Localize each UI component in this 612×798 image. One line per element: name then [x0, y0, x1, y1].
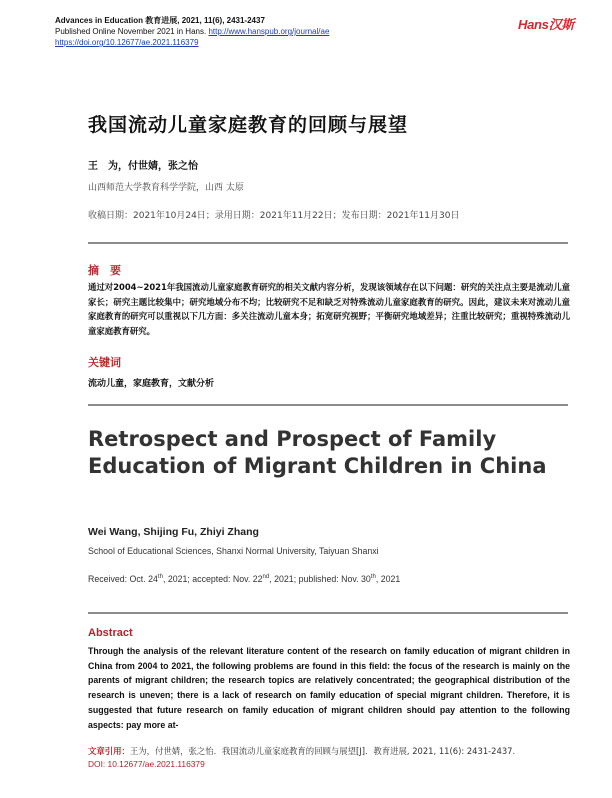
- published-suffix: th: [370, 574, 376, 581]
- journal-name-en: Advances in Education: [55, 16, 144, 25]
- english-dates: [88, 574, 400, 584]
- chinese-affiliation: 山西师范大学教育科学学院，山西 太原: [88, 183, 244, 193]
- citation-text: 王为，付世婧，张之怡．我国流动儿童家庭教育的回顾与展望[J]．教育进展, 2021, 11(6): 2431-2437.: [129, 746, 516, 756]
- volume-pages: , 2021, 11(6), 2431-2437: [177, 16, 265, 25]
- citation-label: 文章引用：: [88, 746, 130, 756]
- divider: [88, 404, 568, 406]
- chinese-abstract-heading: 摘 要: [88, 264, 121, 277]
- chinese-dates: 收稿日期：2021年10月24日；录用日期：2021年11月22日；发布日期：2021年11月30日: [88, 211, 460, 221]
- received-date: Received: Oct. 24: [88, 574, 158, 584]
- accepted-date: , 2021; accepted: Nov. 22: [162, 574, 263, 584]
- published-online: Published Online November 2021 in Hans.: [55, 27, 207, 36]
- english-abstract: Through the analysis of the relevant literature content of the research on family education of migrant children in China from 2004 to 2021, the following problems are found in this field: the focus of the research is mainly on the parents of migrant children; the research topics are relatively concentrated; the geographical distribution of the research is uneven; there is a lack of research on family education of special migrant children. Therefore, it is suggested that future research on family education of migrant children should pay attention to the following aspects: pay more at-: [88, 646, 570, 730]
- citation-doi[interactable]: DOI: 10.12677/ae.2021.116379: [88, 759, 205, 769]
- journal-name-cn: 教育进展: [145, 16, 178, 25]
- divider: [88, 612, 568, 614]
- journal-url-link[interactable]: http://www.hanspub.org/journal/ae: [208, 27, 330, 36]
- doi-link[interactable]: https://doi.org/10.12677/ae.2021.116379: [55, 38, 199, 47]
- published-year: , 2021: [375, 574, 401, 584]
- english-affiliation: School of Educational Sciences, Shanxi Normal University, Taiyuan Shanxi: [88, 546, 379, 556]
- received-suffix: th: [157, 574, 163, 581]
- citation-block: [88, 745, 578, 771]
- journal-line: [55, 15, 575, 26]
- english-title: Retrospect and Prospect of Family Education of Migrant Children in China: [88, 427, 547, 478]
- divider: [88, 242, 568, 244]
- english-authors: Wei Wang, Shijing Fu, Zhiyi Zhang: [88, 526, 259, 538]
- english-abstract-heading: Abstract: [88, 627, 133, 639]
- chinese-keywords-heading: 关键词: [88, 356, 121, 369]
- hans-logo: Hans汉斯: [518, 17, 574, 32]
- journal-header: [55, 15, 575, 48]
- chinese-abstract: 通过对2004~2021年我国流动儿童家庭教育研究的相关文献内容分析，发现该领域存在以下问题：研究的关注点主要是流动儿童家长；研究主题比较集中；研究地域分布不均；比较研究不足和缺乏对特殊流动儿童家庭教育的研究。因此，建议未来对流动儿童家庭教育的研究可以重视以下几方面：多关注流动儿童本身；拓宽研究视野；平衡研究地域差异；注重比较研究；重视特殊流动儿童家庭教育研究。: [88, 282, 570, 336]
- chinese-title: 我国流动儿童家庭教育的回顾与展望: [88, 114, 409, 136]
- published-line: [55, 26, 575, 37]
- chinese-authors: 王 为，付世婧，张之怡: [88, 161, 198, 172]
- chinese-keywords: 流动儿童，家庭教育，文献分析: [88, 379, 215, 389]
- published-date: , 2021; published: Nov. 30: [269, 574, 371, 584]
- accepted-suffix: nd: [262, 574, 270, 581]
